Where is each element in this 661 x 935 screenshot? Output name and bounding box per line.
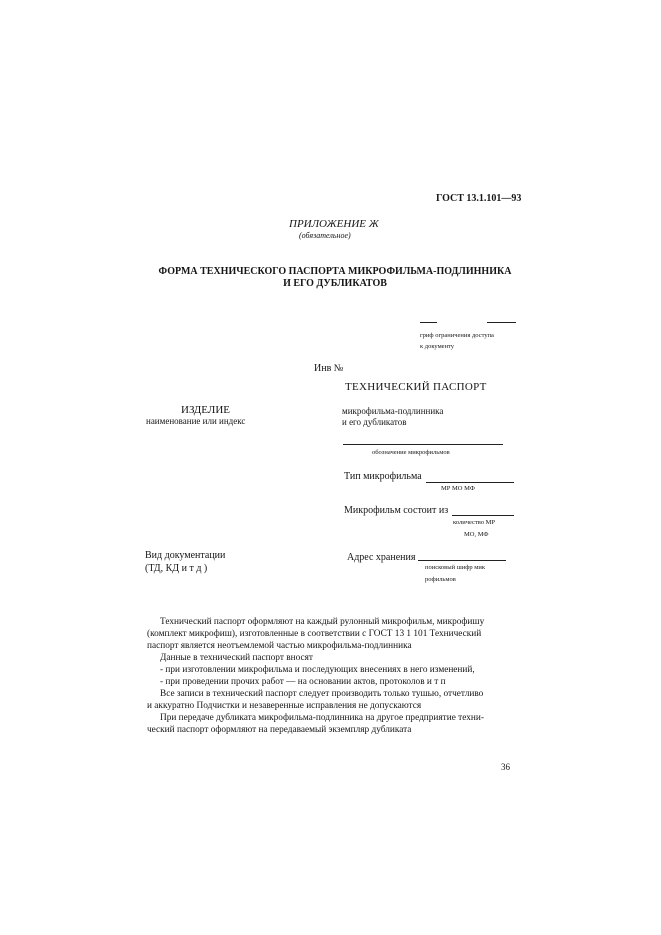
- product-label: ИЗДЕЛИЕ: [181, 404, 230, 416]
- appendix-status: (обязательное): [299, 231, 351, 240]
- stamp-label: [420, 330, 530, 352]
- consists-hint1: количество МР: [453, 519, 496, 526]
- page-number: 36: [501, 762, 510, 772]
- designation-hint: обозначение микрофильмов: [372, 449, 450, 456]
- body-line-4: Данные в технический паспорт вносят: [160, 653, 313, 663]
- form-title: [150, 266, 520, 290]
- stamp-label-line1: гриф ограничения доступа: [420, 332, 494, 339]
- designation-line: [343, 444, 503, 446]
- body-line-3: паспорт является неотъемлемой частью микрофильма-подлинника: [147, 641, 412, 651]
- consists-label: Микрофильм состоит из: [344, 505, 449, 516]
- address-line: [418, 560, 506, 562]
- body-line-5: - при изготовлении микрофильма и последующих внесениях в него изменений,: [160, 665, 475, 675]
- address-hint1: поисковый шифр мик: [425, 564, 486, 571]
- passport-subtitle: [342, 406, 492, 428]
- doc-type-label: Вид документации: [145, 550, 226, 561]
- body-line-7: Все записи в технический паспорт следует производить только тушью, отчетливо: [160, 689, 484, 699]
- form-title-line2: И ЕГО ДУБЛИКАТОВ: [283, 278, 387, 289]
- body-line-2: (комплект микрофиш), изготовленные в соответствии с ГОСТ 13 1 101 Технический: [147, 629, 482, 639]
- body-line-6: - при проведении прочих работ — на основании актов, протоколов и т п: [160, 677, 446, 687]
- type-hint: МР МО МФ: [441, 485, 475, 492]
- passport-subtitle-line2: и его дубликатов: [342, 417, 407, 427]
- stamp-label-line2: к документу: [420, 343, 455, 350]
- body-line-1: Технический паспорт оформляют на каждый рулонный микрофильм, микрофишу: [160, 617, 485, 627]
- type-label: Тип микрофильма: [344, 471, 422, 482]
- stamp-line-gap: [437, 319, 487, 325]
- consists-hint2: МО, МФ: [464, 531, 489, 538]
- body-line-9: При передаче дубликата микрофильма-подлинника на другое предприятие техни-: [160, 713, 484, 723]
- body-line-8: и аккуратно Подчистки и незаверенные исправления не допускаются: [147, 701, 422, 711]
- product-sublabel: наименование или индекс: [146, 416, 246, 426]
- passport-subtitle-line1: микрофильма-подлинника: [342, 406, 444, 416]
- address-hint2: рофильмов: [425, 576, 456, 583]
- inventory-label: Инв №: [314, 363, 344, 374]
- doc-type-sublabel: (ТД, КД и т д ): [145, 563, 208, 574]
- body-line-10: ческий паспорт оформляют на передаваемый экземпляр дубликата: [147, 725, 412, 735]
- appendix-title: ПРИЛОЖЕНИЕ Ж: [289, 218, 379, 230]
- consists-line: [452, 515, 514, 517]
- standard-header: ГОСТ 13.1.101—93: [436, 193, 522, 204]
- address-label: Адрес хранения: [347, 552, 416, 563]
- passport-heading: ТЕХНИЧЕСКИЙ ПАСПОРТ: [345, 381, 487, 393]
- form-title-line1: ФОРМА ТЕХНИЧЕСКОГО ПАСПОРТА МИКРОФИЛЬМА-ПОДЛИННИКА: [158, 266, 512, 277]
- type-line: [426, 482, 514, 484]
